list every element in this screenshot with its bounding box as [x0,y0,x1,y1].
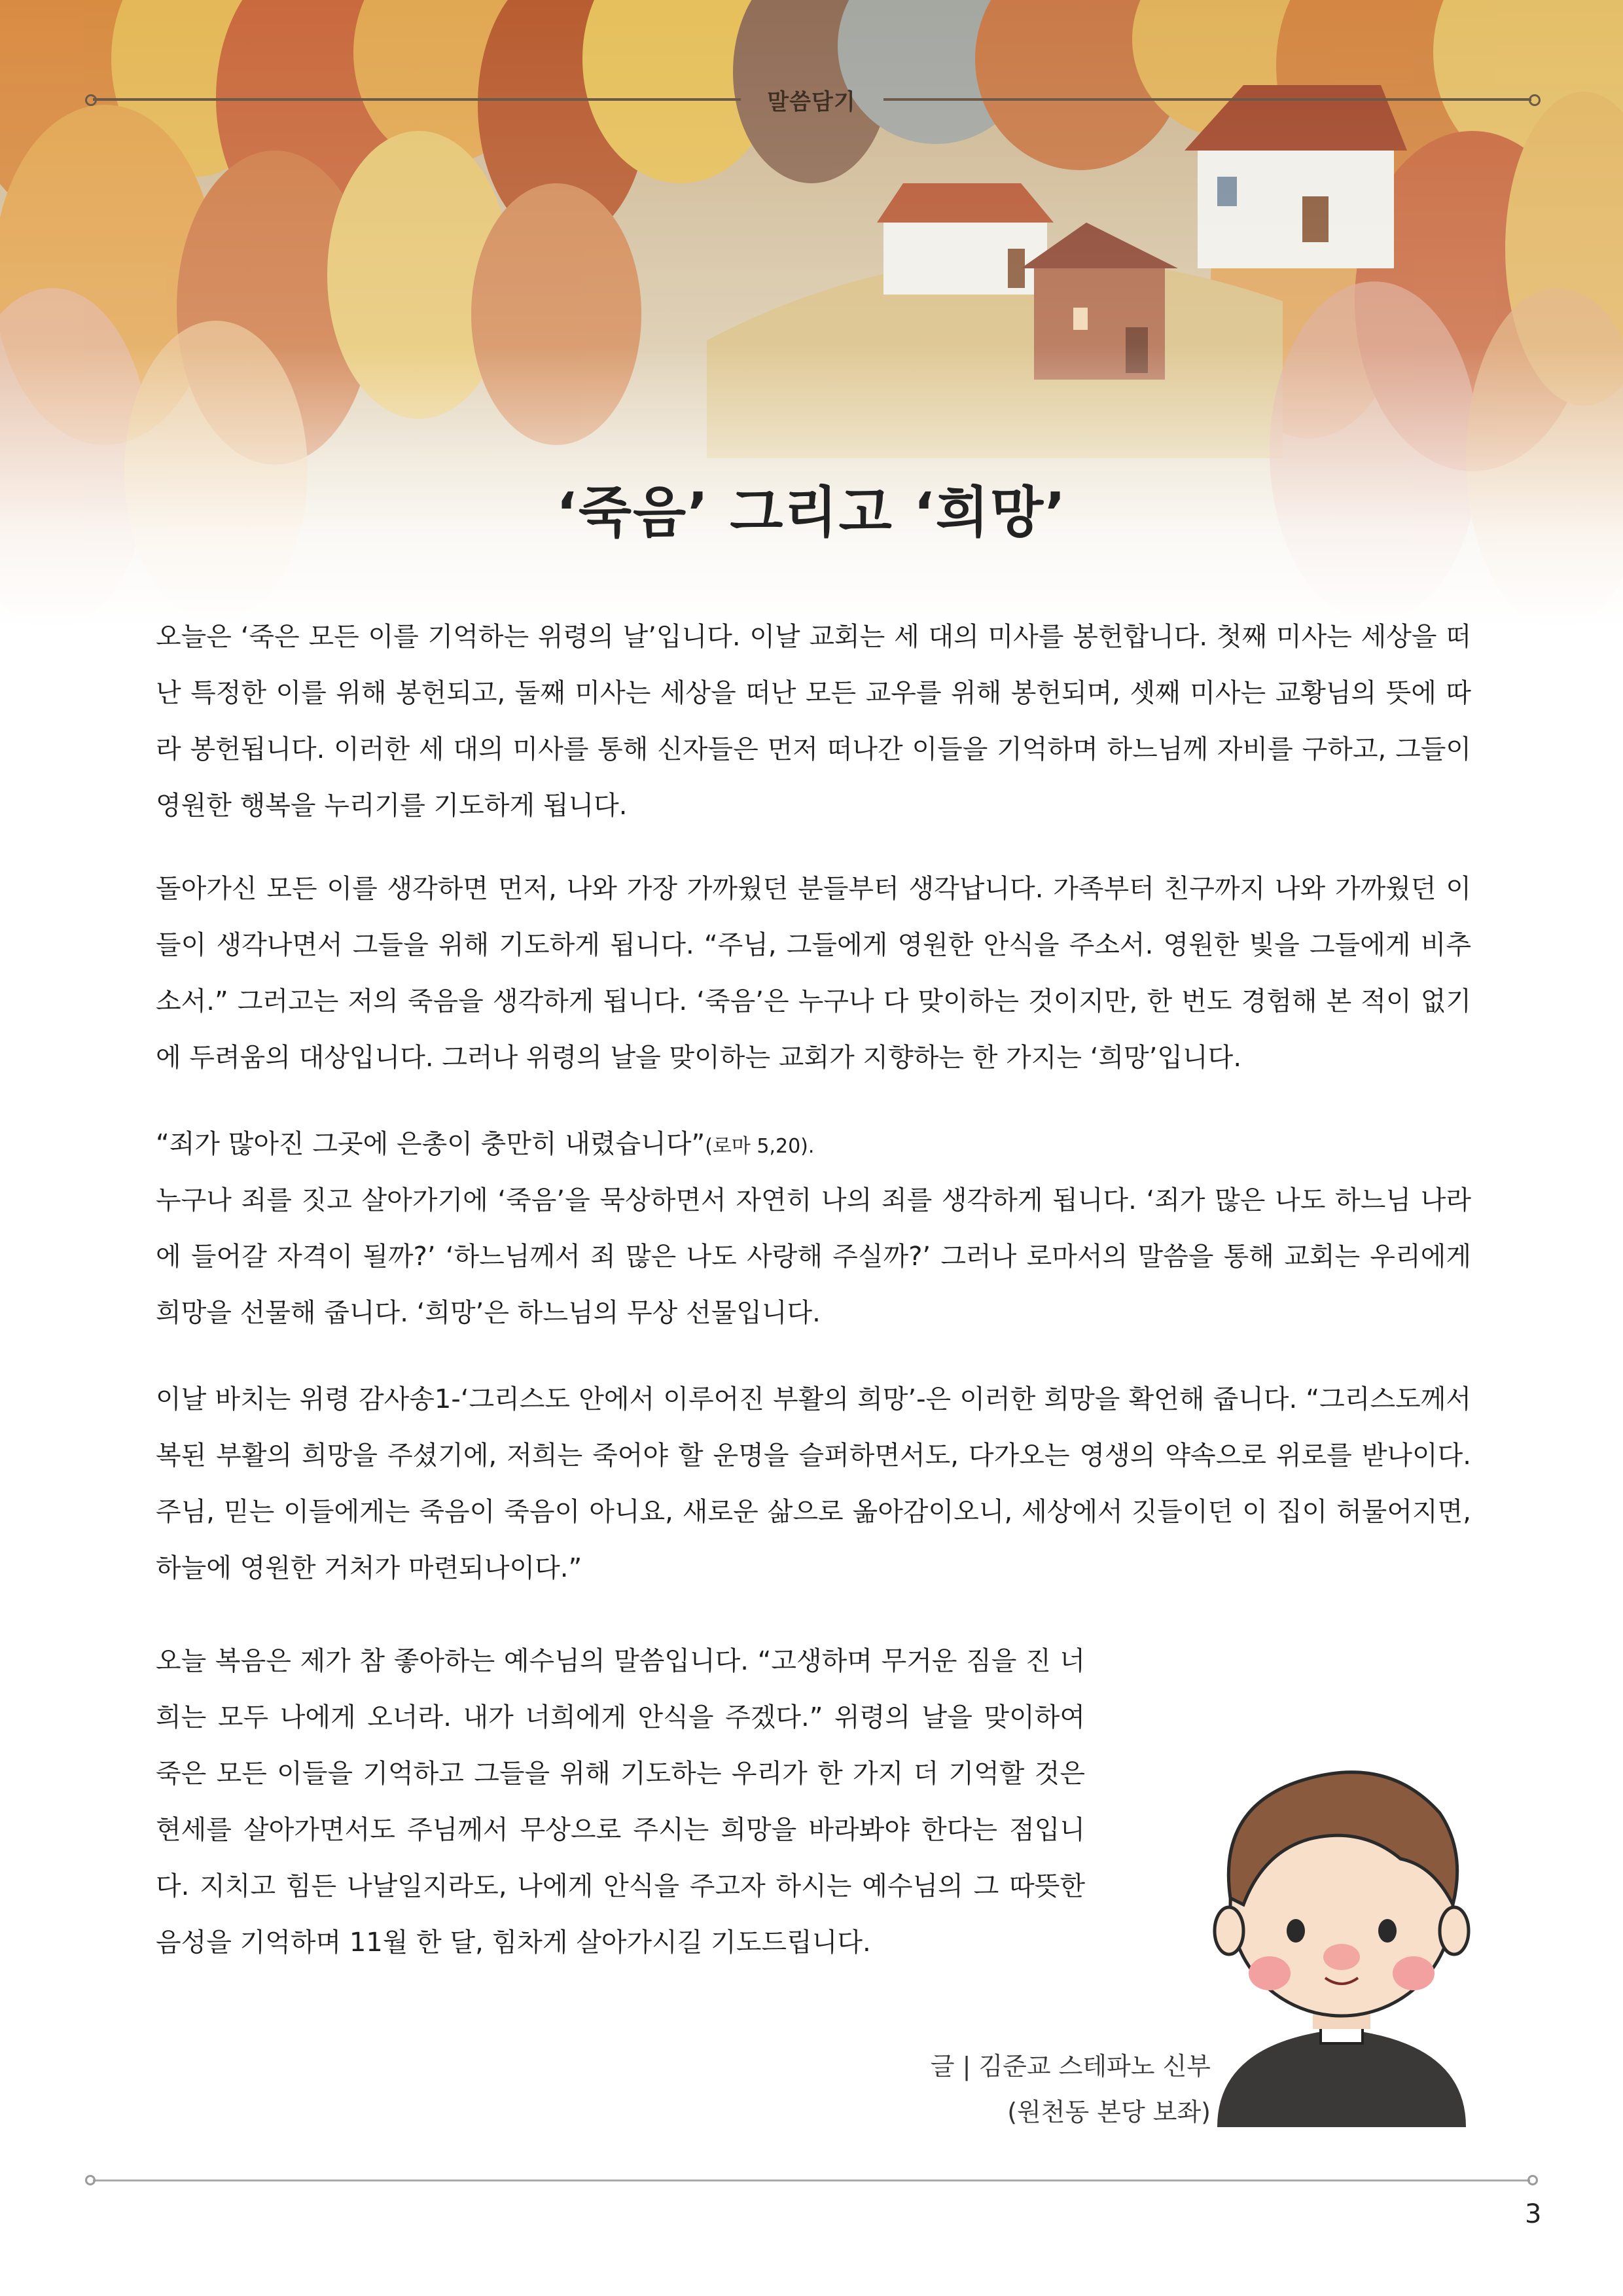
article-title: ‘죽음’ 그리고 ‘희망’ [556,480,1067,545]
header-rule-left [93,98,741,101]
quote-line [156,1116,1471,1175]
footer-rule [93,2179,1530,2181]
quote-citation: (로마 5,20). [705,1135,815,1158]
paragraph-4: 이날 바치는 위령 감사송1-‘그리스도 안에서 이루어진 부활의 희망’-은 이러한 희망을 확언해 줍니다. “그리스도께서 복된 부활의 희망을 주셨기에, 저희는 죽어야 할 운명을 슬퍼하면서도, 다가오는 영생의 약속으로 위로를 받나이다. 주님, 믿는 이들에게는 죽음이 죽음이 아니요, 새로운 삶으로 옮아감이오니, 세상에서 깃들이던 이 집이 허물어지면, 하늘에 영원한 거처가 마련되나이다.” [156,1384,1471,1583]
quote-text: “죄가 많아진 그곳에 은총이 충만히 내렸습니다” [156,1129,705,1159]
paragraph-5: 오늘 복음은 제가 참 좋아하는 예수님의 말씀입니다. “고생하며 무거운 짐을 진 너희는 모두 나에게 오너라. 내가 너희에게 안식을 주겠다.” 위령의 날을 맞이하여 죽은 모든 이들을 기억하고 그들을 위해 기도하는 우리가 한 가지 더 기억할 것은 현세를 살아가면서도 주님께서 무상으로 주시는 희망을 바라봐야 한다는 점입니다. 지치고 힘든 나날일지라도, 나에게 안식을 주고자 하시는 예수님의 그 따뜻한 음성을 기억하며 11월 한 달, 힘차게 살아가시길 기도드립니다. [156,1646,1085,1958]
paragraph-1: 오늘은 ‘죽은 모든 이를 기억하는 위령의 날’입니다. 이날 교회는 세 대의 미사를 봉헌합니다. 첫째 미사는 세상을 떠난 특정한 이를 위해 봉헌되고, 둘째 미사는 세상을 떠난 모든 교우를 위해 봉헌되며, 셋째 미사는 교황님의 뜻에 따라 봉헌됩니다. 이러한 세 대의 미사를 통해 신자들은 먼저 떠나간 이들을 기억하며 하느님께 자비를 구하고, 그들이 영원한 행복을 누리기를 기도하게 됩니다. [156,622,1471,821]
paragraph-2: 돌아가신 모든 이를 생각하면 먼저, 나와 가장 가까웠던 분들부터 생각납니다. 가족부터 친구까지 나와 가까웠던 이들이 생각나면서 그들을 위해 기도하게 됩니다. “주님, 그들에게 영원한 안식을 주소서. 영원한 빛을 그들에게 비추소서.” 그러고는 저의 죽음을 생각하게 됩니다. ‘죽음’은 누구나 다 맞이하는 것이지만, 한 번도 경험해 본 적이 없기에 두려움의 대상입니다. 그러나 위령의 날을 맞이하는 교회가 지향하는 한 가지는 ‘희망’입니다. [156,874,1471,1073]
footer-rule-dot-right [1527,2175,1538,2185]
author-affiliation: (원천동 본당 보좌) [1007,2098,1211,2126]
section-label: 말씀담기 [767,89,856,115]
header-rule-dot-left [85,94,97,106]
priest-illustration [1191,1734,1492,2127]
header-rule-dot-right [1529,94,1541,106]
header-rule-right [883,98,1531,101]
paragraph-3: 누구나 죄를 짓고 살아가기에 ‘죽음’을 묵상하면서 자연히 나의 죄를 생각하게 됩니다. ‘죄가 많은 나도 하느님 나라에 들어갈 자격이 될까?’ ‘하느님께서 죄 많은 나도 사랑해 주실까?’ 그러나 로마서의 말씀을 통해 교회는 우리에게 희망을 선물해 줍니다. ‘희망’은 하느님의 무상 선물입니다. [156,1185,1471,1328]
footer-rule-dot-left [85,2175,96,2185]
author: 글 | 김준교 스테파노 신부 [930,2052,1211,2081]
byline [931,2043,1211,2135]
page-number: 3 [1525,2199,1542,2229]
